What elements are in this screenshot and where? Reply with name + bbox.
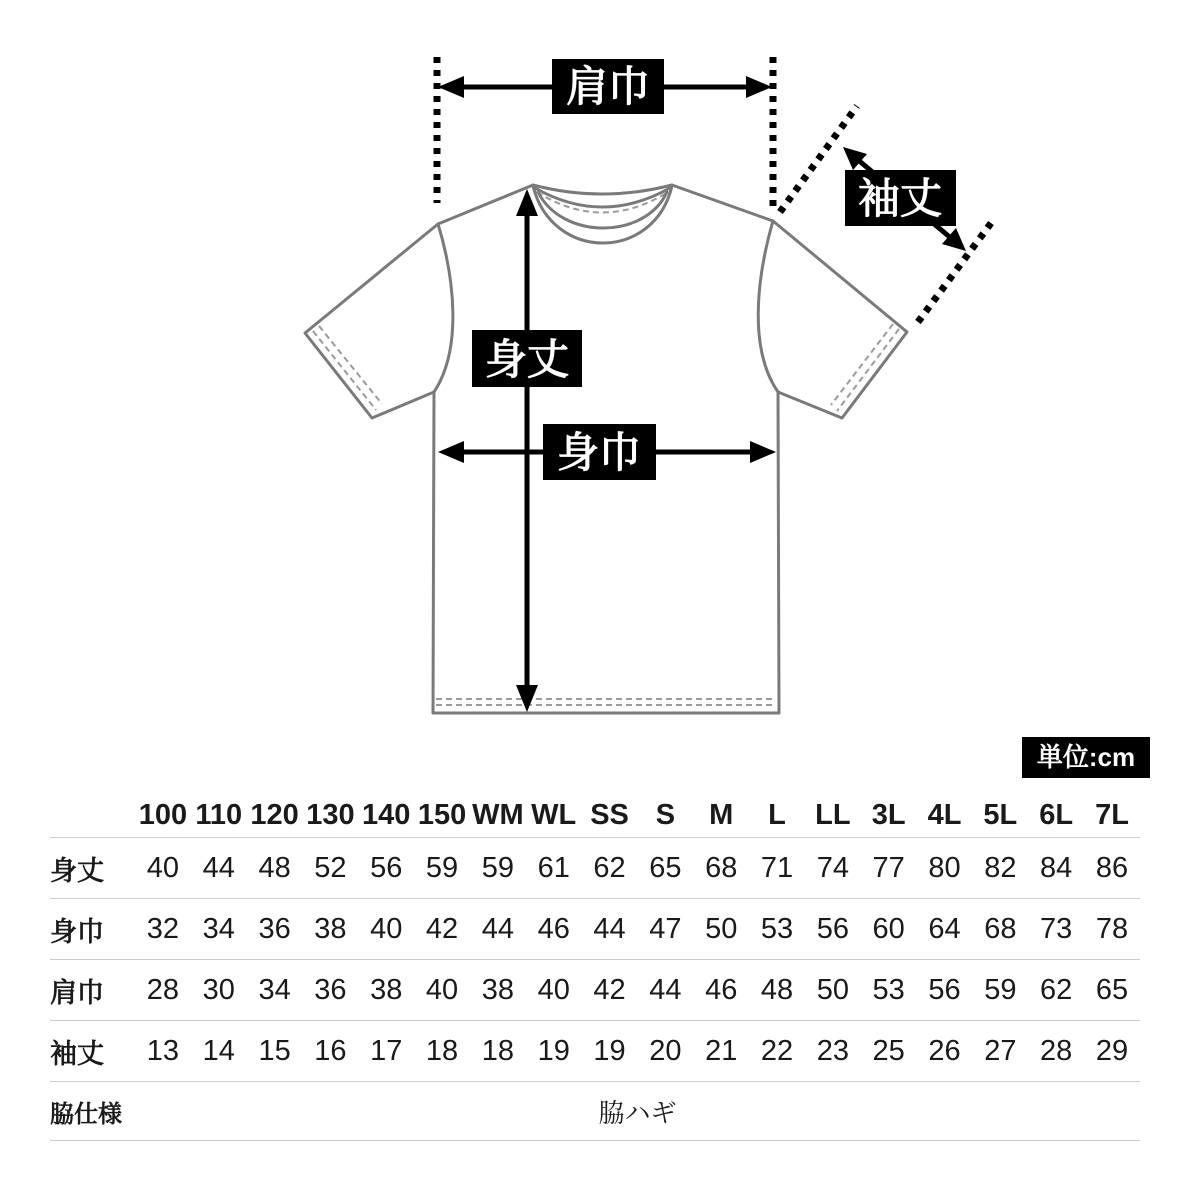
- column-header: 4L: [927, 798, 962, 831]
- table-cell: 18: [481, 1034, 515, 1067]
- column-header: 100: [138, 798, 188, 831]
- table-cell: 40: [146, 851, 180, 884]
- column-header: 6L: [1039, 798, 1074, 831]
- table-cell: 21: [705, 1034, 738, 1067]
- table-cell: 29: [1095, 1034, 1129, 1067]
- table-cell: 53: [760, 912, 794, 945]
- table-cell: 44: [593, 912, 626, 945]
- table-cell: 27: [984, 1034, 1017, 1067]
- table-cell: 38: [370, 973, 403, 1006]
- spec-row-value: 脇ハギ: [598, 1097, 677, 1128]
- table-cell: 16: [314, 1034, 347, 1067]
- table-cell: 19: [593, 1034, 626, 1067]
- table-cell: 78: [1095, 912, 1129, 945]
- right-cuff-stitch-1: [837, 329, 899, 411]
- table-cell: 74: [816, 851, 849, 884]
- table-cell: 46: [537, 912, 570, 945]
- body-width-arrowhead-right: [750, 441, 776, 463]
- row-label: 肩巾: [50, 977, 104, 1008]
- table-cell: 17: [370, 1034, 403, 1067]
- body-length-label: 身丈: [484, 336, 570, 383]
- table-cell: 34: [202, 912, 235, 945]
- table-header-row: [50, 793, 1140, 838]
- table-cell: 32: [146, 912, 180, 945]
- column-header: WM: [472, 798, 524, 831]
- table-cell: 62: [1040, 973, 1073, 1006]
- column-header: 3L: [871, 798, 906, 831]
- table-cell: 30: [202, 973, 235, 1006]
- left-armhole-seam: [434, 224, 453, 392]
- table-cell: 23: [816, 1034, 849, 1067]
- table-cell: 44: [649, 973, 682, 1006]
- table-row: [50, 960, 1140, 1021]
- column-header: 120: [250, 798, 299, 831]
- table-cell: 56: [816, 912, 849, 945]
- table-cell: 42: [593, 973, 626, 1006]
- column-header: SS: [590, 798, 629, 831]
- table-cell: 68: [984, 912, 1017, 945]
- table-cell: 40: [425, 973, 459, 1006]
- table-cell: 84: [1040, 851, 1073, 884]
- table-cell: 40: [537, 973, 570, 1006]
- table-cell: 73: [1040, 912, 1073, 945]
- left-shoulder-seam: [438, 185, 533, 224]
- right-sleeve-outline: [773, 221, 907, 418]
- table-cell: 22: [760, 1034, 794, 1067]
- table-cell: 48: [258, 851, 291, 884]
- table-cell: 62: [593, 851, 626, 884]
- table-cell: 19: [537, 1034, 570, 1067]
- column-header: WL: [531, 798, 577, 831]
- table-cell: 56: [928, 973, 961, 1006]
- table-cell: 28: [146, 973, 180, 1006]
- table-cell: 38: [314, 912, 347, 945]
- table-cell: 25: [872, 1034, 905, 1067]
- table-cell: 64: [928, 912, 961, 945]
- column-header: 140: [362, 798, 411, 831]
- spec-row-label: 脇仕様: [50, 1100, 122, 1128]
- collar-back-curve: [533, 185, 672, 194]
- table-cell: 26: [928, 1034, 961, 1067]
- table-cell: 59: [481, 851, 515, 884]
- shoulder-width-annotation: [437, 57, 773, 208]
- table-cell: 15: [258, 1034, 291, 1067]
- table-cell: 46: [705, 973, 738, 1006]
- table-cell: 60: [872, 912, 905, 945]
- row-label: 身巾: [50, 916, 104, 947]
- table-cell: 36: [314, 973, 347, 1006]
- right-armhole-seam: [758, 221, 778, 392]
- table-cell: 65: [649, 851, 682, 884]
- shoulder-width-arrowhead-left: [438, 76, 464, 98]
- table-cell: 59: [984, 973, 1017, 1006]
- table-cell: 65: [1095, 973, 1129, 1006]
- body-width-arrowhead-left: [438, 441, 464, 463]
- table-cell: 44: [481, 912, 515, 945]
- row-label: 袖丈: [50, 1038, 104, 1069]
- table-cell: 44: [202, 851, 235, 884]
- left-sleeve-outline: [305, 224, 438, 418]
- table-row: [50, 899, 1140, 960]
- table-cell: 86: [1095, 851, 1129, 884]
- spec-row: [50, 1082, 1140, 1141]
- table-row: [50, 838, 1140, 899]
- table-cell: 80: [928, 851, 961, 884]
- column-header: 130: [306, 798, 355, 831]
- column-header: M: [709, 798, 734, 831]
- shoulder-width-label: 肩巾: [565, 63, 651, 110]
- column-header: 7L: [1095, 798, 1129, 831]
- column-header: 150: [417, 798, 467, 831]
- column-header: 5L: [983, 798, 1018, 831]
- table-cell: 53: [872, 973, 905, 1006]
- table-cell: 59: [425, 851, 459, 884]
- table-cell: 14: [202, 1034, 235, 1067]
- sleeve-length-annotation: [780, 106, 994, 322]
- table-cell: 61: [537, 851, 570, 884]
- table-cell: 77: [872, 851, 905, 884]
- sleeve-length-label: 袖丈: [857, 175, 943, 222]
- table-cell: 48: [760, 973, 794, 1006]
- column-header: L: [768, 798, 786, 831]
- shoulder-width-arrowhead-right: [746, 76, 772, 98]
- table-cell: 28: [1040, 1034, 1073, 1067]
- table-row: [50, 1021, 1140, 1082]
- column-header: 110: [195, 798, 243, 831]
- table-cell: 56: [370, 851, 403, 884]
- left-cuff-stitch-1: [313, 331, 376, 410]
- table-cell: 18: [425, 1034, 459, 1067]
- table-cell: 42: [425, 912, 459, 945]
- table-cell: 82: [984, 851, 1017, 884]
- table-cell: 50: [705, 912, 738, 945]
- unit-badge: 単位:cm: [1022, 737, 1150, 778]
- table-cell: 38: [481, 973, 515, 1006]
- table-cell: 34: [258, 973, 291, 1006]
- table-cell: 40: [370, 912, 403, 945]
- table-cell: 20: [649, 1034, 682, 1067]
- column-header: S: [655, 798, 676, 831]
- body-width-annotation: [438, 424, 776, 480]
- table-cell: 68: [705, 851, 738, 884]
- column-header: LL: [815, 798, 851, 831]
- body-width-label: 身巾: [556, 429, 642, 476]
- row-label: 身丈: [50, 855, 104, 886]
- table-cell: 52: [314, 851, 347, 884]
- right-shoulder-seam: [672, 185, 773, 221]
- size-table: [50, 793, 1140, 1141]
- table-cell: 47: [649, 912, 682, 945]
- table-cell: 71: [760, 851, 794, 884]
- table-cell: 13: [146, 1034, 180, 1067]
- table-cell: 36: [258, 912, 291, 945]
- table-cell: 50: [816, 973, 849, 1006]
